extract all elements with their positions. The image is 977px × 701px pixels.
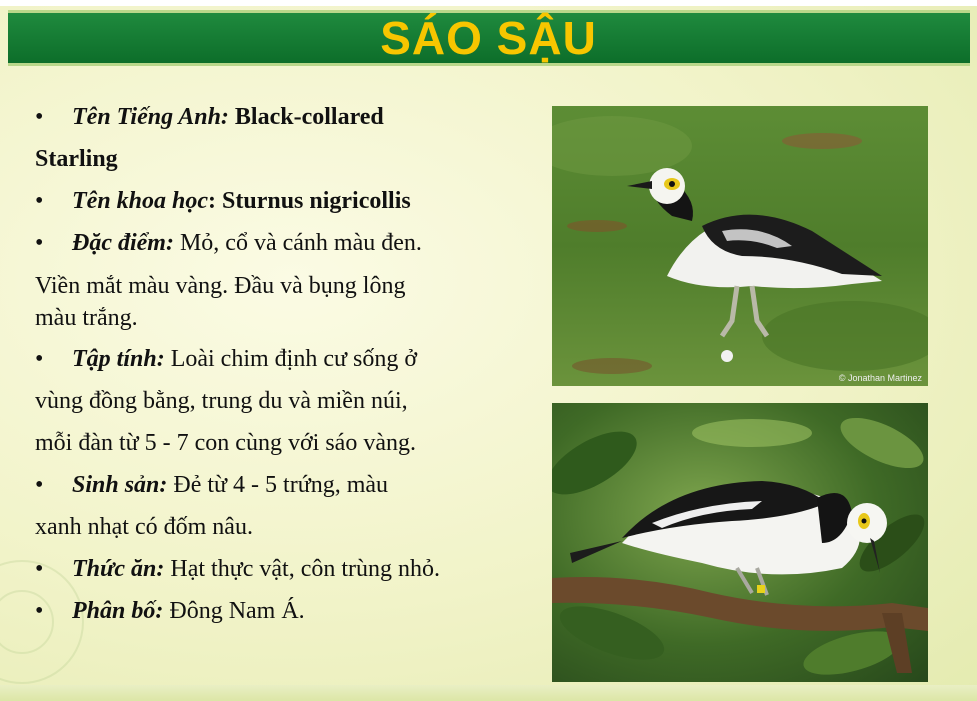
top-border [0, 0, 977, 6]
starling-on-grass-photo [552, 106, 928, 386]
starling-on-branch-photo [552, 403, 928, 682]
item-label: Tên khoa học [72, 188, 209, 214]
list-item [35, 180, 535, 222]
list-item [35, 96, 535, 138]
item-label: Đặc điểm: [72, 230, 174, 256]
item-value: Black-collared [234, 104, 384, 130]
bullet: • [35, 104, 44, 130]
list-item [35, 464, 535, 506]
item-label: Sinh sản: [72, 472, 168, 498]
list-item [35, 338, 535, 380]
slide-title: SÁO SẬU [380, 12, 597, 64]
list-item [35, 590, 535, 632]
photo-credit: © Jonathan Martinez [838, 373, 922, 383]
bullet-list [35, 96, 535, 632]
item-colon: : [208, 188, 217, 214]
bullet: • [35, 346, 44, 372]
item-value: Loài chim định cư sống ở [164, 346, 418, 372]
item-value: Đông Nam Á. [163, 598, 305, 624]
bullet: • [35, 230, 44, 256]
list-item [35, 548, 535, 590]
item-value-continued: màu trắng. [35, 305, 138, 331]
bottom-band [0, 685, 977, 701]
bullet: • [35, 556, 44, 582]
bullet: • [35, 472, 44, 498]
item-label: Thức ăn: [72, 556, 165, 582]
item-label: Phân bố: [72, 598, 164, 624]
item-value-continued: Viền mắt màu vàng. Đầu và bụng lông [35, 273, 406, 299]
bullet: • [35, 188, 44, 214]
item-value-continued: xanh nhạt có đốm nâu. [35, 514, 253, 540]
item-label: Tên Tiếng Anh: [72, 104, 229, 130]
item-value: Mỏ, cổ và cánh màu đen. [173, 230, 422, 256]
item-value: Hạt thực vật, côn trùng nhỏ. [164, 556, 441, 582]
item-label: Tập tính: [72, 346, 165, 372]
item-value: Sturnus nigricollis [222, 188, 411, 214]
bullet: • [35, 598, 44, 624]
list-item [35, 222, 535, 264]
item-value-continued: mỗi đàn từ 5 - 7 con cùng với sáo vàng. [35, 430, 416, 456]
item-value: Đẻ từ 4 - 5 trứng, màu [167, 472, 389, 498]
item-value-continued: Starling [35, 146, 118, 172]
item-value-continued: vùng đồng bằng, trung du và miền núi, [35, 388, 408, 414]
